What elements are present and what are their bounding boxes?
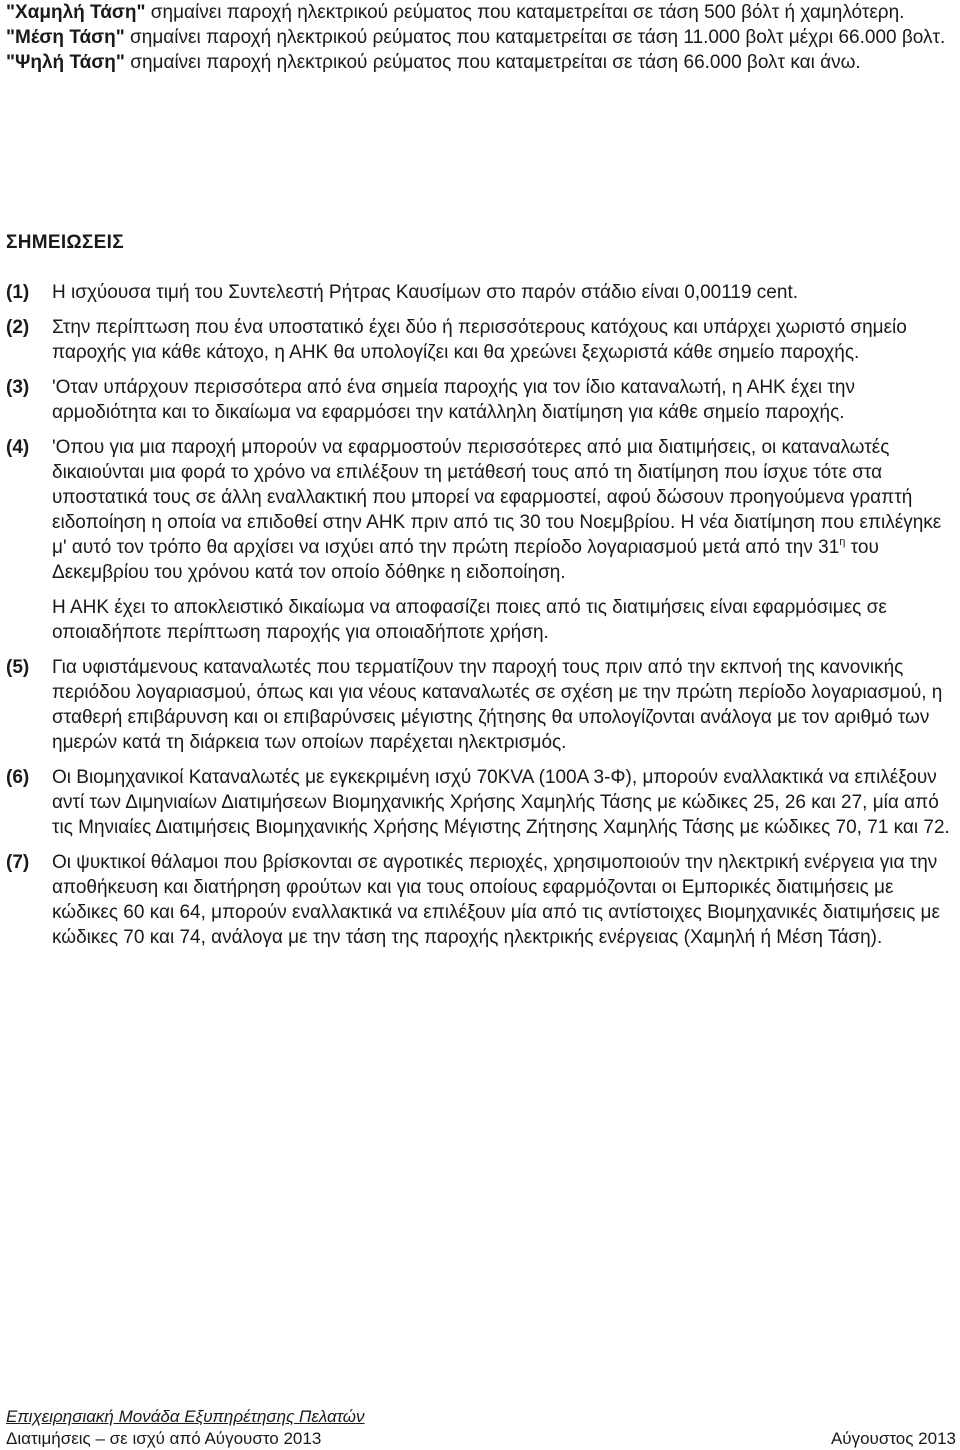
definition-term: "Χαμηλή Τάση" [6, 2, 146, 23]
footer-date: Αύγουστος 2013 [830, 1429, 956, 1448]
note-number: (5) [6, 657, 30, 678]
ordinal-superscript: η [839, 536, 846, 548]
note-number: (3) [6, 377, 30, 398]
definition-text: σημαίνει παροχή ηλεκτρικού ρεύματος που καταμετρείται σε τάση 11.000 βολτ μέχρι 66.000 βολτ. [124, 27, 946, 48]
note-1 [6, 280, 956, 305]
note-text: Οι Βιομηχανικοί Καταναλωτές με εγκεκριμένη ισχύ 70KVA (100A 3-Φ), μπορούν εναλλακτικά να επιλέξουν αντί των Διμηνιαίων Διατιμήσεων Βιομηχανικής Χρήσης Χαμηλής Τάσης με κώδικες 25, 26 και 27, μία από τις Μηνιαίες Διατιμήσεις Βιομηχανικής Χρήσης Μέγιστης Ζήτησης Χαμηλής Τάσης με κώδικες 70, 71 και 72. [52, 767, 950, 838]
definition-term: "Μέση Τάση" [6, 27, 125, 48]
note-number: (1) [6, 282, 30, 303]
definition-text: σημαίνει παροχή ηλεκτρικού ρεύματος που καταμετρείται σε τάση 66.000 βολτ και άνω. [124, 52, 861, 73]
note-text: Η ισχύουσα τιμή του Συντελεστή Ρήτρας Καυσίμων στο παρόν στάδιο είναι 0,00119 cent. [52, 282, 799, 303]
note-text-part-b: του Δεκεμβρίου του χρόνου κατά τον οποίο δόθηκε η ειδοποίηση. [52, 537, 879, 583]
note-3 [6, 375, 956, 425]
note-number: (2) [6, 317, 30, 338]
definitions [6, 0, 956, 75]
definition-medium-voltage [6, 25, 956, 50]
note-text: Οι ψυκτικοί θάλαμοι που βρίσκονται σε αγροτικές περιοχές, χρησιμοποιούν την ηλεκτρική ενέργεια για την αποθήκευση και διατήρηση φρούτων και για τους οποίους εφαρμόζονται οι Εμπορικές διατιμήσεις με κώδικες 60 και 64, μπορούν εναλλακτικά να επιλέξουν μία από τις αντίστοιχες Βιομηχανικές διατιμήσεις με κώδικες 70 και 74, ανάλογα με την τάση της παροχής ηλεκτρικής ενέργειας (Χαμηλή ή Μέση Τάση). [52, 852, 940, 948]
note-number: (6) [6, 767, 30, 788]
note-text: Στην περίπτωση που ένα υποστατικό έχει δύο ή περισσότερους κατόχους και υπάρχει χωριστό σημείο παροχής για κάθε κάτοχο, η ΑΗΚ θα υπολογίζει και θα χρεώνει ξεχωριστά κάθε σημείο παροχής. [52, 317, 907, 363]
note-extra-paragraph: Η ΑΗΚ έχει το αποκλειστικό δικαίωμα να αποφασίζει ποιες από τις διατιμήσεις είναι εφαρμόσιμες σε οποιαδήποτε περίπτωση παροχής για οποιαδήποτε χρήση. [52, 597, 887, 643]
note-5 [6, 655, 956, 755]
note-number: (7) [6, 852, 30, 873]
note-7 [6, 850, 956, 950]
notes-heading: ΣΗΜΕΙΩΣΕΙΣ [6, 232, 124, 253]
footer-row [6, 1428, 956, 1450]
note-text [52, 435, 956, 585]
note-text-part-a: 'Οπου για μια παροχή μπορούν να εφαρμοστούν περισσότερες από μια διατιμήσεις, οι καταναλωτές δικαιούνται μια φορά το χρόνο να επιλέξουν τη μετάθεσή τους από τη διατίμηση που ίσχυε τότε στα υποστατικά τους σε άλλη εναλλακτική που μπορεί να εφαρμοστεί, αφού δώσουν προηγούμενα γραπτή ειδοποίηση η οποία να επιδοθεί στην ΑΗΚ πριν από τις 30 του Νοεμβρίου. Η νέα διατίμηση που επιλέγηκε μ' αυτό τον τρόπο θα αρχίσει να ισχύει από την πρώτη περίοδο λογαριασμού μετά από την 31 [52, 437, 942, 558]
note-2 [6, 315, 956, 365]
footer-organization: Επιχειρησιακή Μονάδα Εξυπηρέτησης Πελατών [6, 1407, 365, 1426]
definition-high-voltage [6, 50, 956, 75]
note-text: 'Οταν υπάρχουν περισσότερα από ένα σημεία παροχής για τον ίδιο καταναλωτή, η ΑΗΚ έχει την αρμοδιότητα και το δικαίωμα να εφαρμόσει την κατάλληλη διατίμηση για κάθε σημείο παροχής. [52, 377, 855, 423]
note-6 [6, 765, 956, 840]
footer-document-title: Διατιμήσεις – σε ισχύ από Αύγουστο 2013 [6, 1429, 322, 1448]
note-text: Για υφιστάμενους καταναλωτές που τερματίζουν την παροχή τους πριν από την εκπνοή της κανονικής περιόδου λογαριασμού, όπως και για νέους καταναλωτές σε σχέση με την πρώτη περίοδο λογαριασμού, η σταθερή επιβάρυνση και οι επιβαρύνσεις μέγιστης ζήτησης θα υπολογίζονται ανάλογα με τον αριθμό των ημερών κατά τη διάρκεια των οποίων παρέχεται ηλεκτρισμός. [52, 657, 943, 753]
page-footer [6, 1406, 956, 1450]
notes-list [6, 280, 956, 960]
definition-low-voltage [6, 0, 956, 25]
note-4 [6, 435, 956, 645]
note-number: (4) [6, 437, 30, 458]
definition-text: σημαίνει παροχή ηλεκτρικού ρεύματος που καταμετρείται σε τάση 500 βόλτ ή χαμηλότερη. [145, 2, 905, 23]
definition-term: "Ψηλή Τάση" [6, 52, 125, 73]
